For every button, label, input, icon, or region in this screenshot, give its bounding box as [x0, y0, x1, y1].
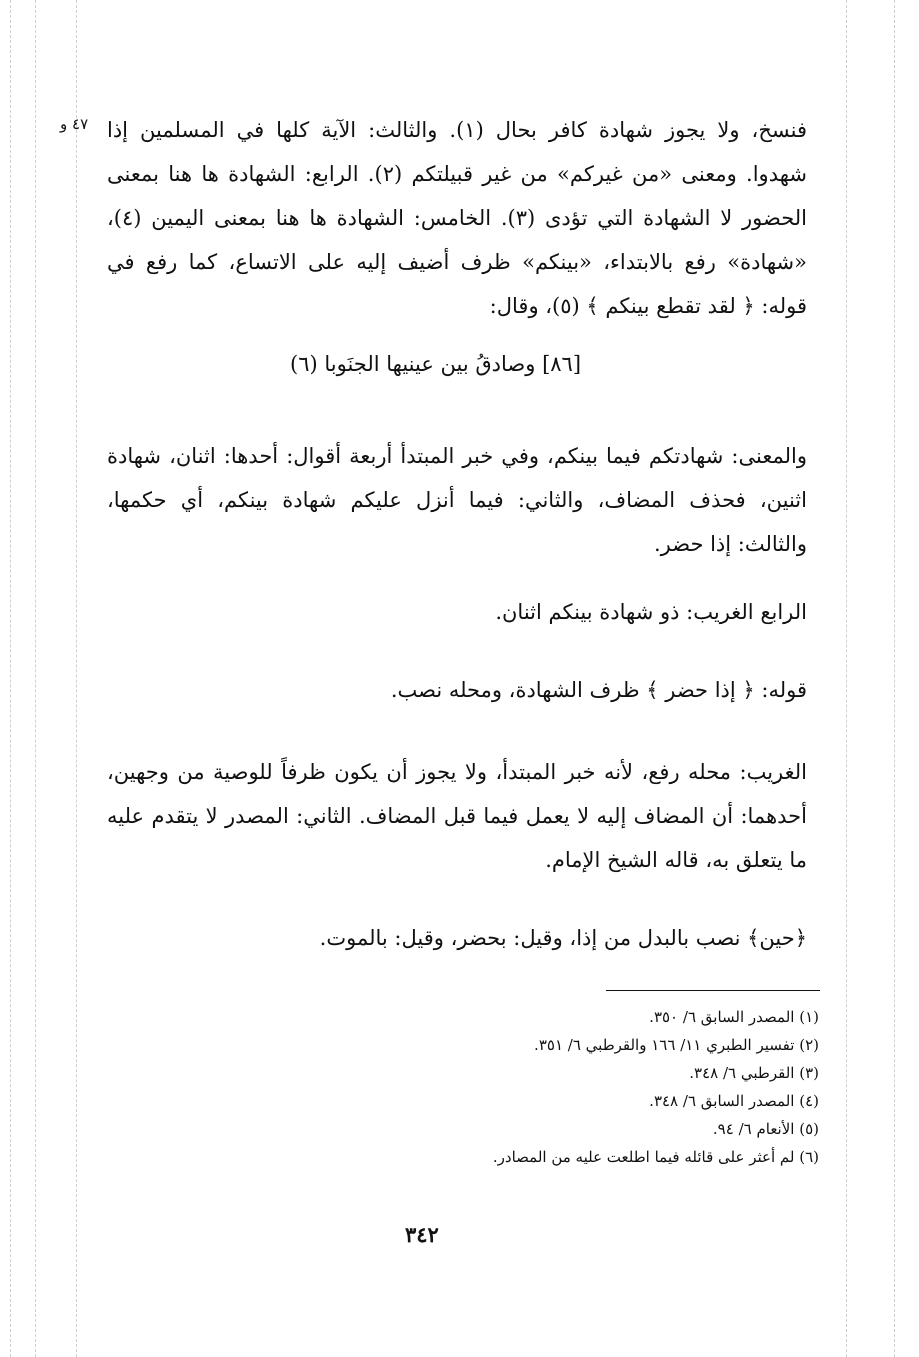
- footnotes-list: [199, 1003, 819, 1171]
- paragraph-2-block: [107, 434, 807, 566]
- scan-guide-line: [10, 0, 11, 1357]
- verse-marker: ٤٧ و: [60, 115, 89, 133]
- paragraph-2: والمعنى: شهادتكم فيما بينكم، وفي خبر المبتدأ أربعة أقوال: أحدها: اثنان، شهادة اثنين، فحذف المضاف، والثاني: فيما أنزل عليكم شهادة بينكم، أي حكمها، والثالث: إذا حضر.: [107, 444, 807, 556]
- scan-guide-line: [76, 0, 77, 1357]
- footnote: (٣) القرطبي ٦/ ٣٤٨.: [689, 1064, 819, 1082]
- paragraph-1-block: [107, 108, 807, 328]
- scan-guide-line: [846, 0, 847, 1357]
- footnote: (٤) المصدر السابق ٦/ ٣٤٨.: [649, 1092, 819, 1110]
- footnote: (٢) تفسير الطبري ١١/ ١٦٦ والقرطبي ٦/ ٣٥١.: [534, 1036, 819, 1054]
- scan-guide-line: [35, 0, 36, 1357]
- footnote: (٥) الأنعام ٦/ ٩٤.: [712, 1120, 819, 1138]
- poetry-verse: [٨٦] وصادقُ بين عينيها الجنَوبا (٦): [290, 352, 582, 376]
- page-number: ٣٤٢: [405, 1222, 439, 1247]
- paragraph-5-block: [107, 750, 807, 882]
- footnote: (١) المصدر السابق ٦/ ٣٥٠.: [649, 1008, 819, 1026]
- footnote-divider: [606, 990, 820, 991]
- paragraph-4-block: [107, 668, 807, 712]
- paragraph-1: فنسخ، ولا يجوز شهادة كافر بحال (١). والثالث: الآية كلها في المسلمين إذا شهدوا. ومعنى «من غيركم» من غير قبيلتكم (٢). الرابع: الشهادة ها هنا بمعنى الحضور لا الشهادة التي تؤدى (٣). الخامس: الشهادة ها هنا بمعنى اليمين (٤)، «شهادة» رفع بالابتداء، «بينكم» ظرف أضيف إليه على الاتساع، كما رفع في قوله: ﴿ لقد تقطع بينكم ﴾ (٥)، وقال:: [107, 118, 807, 318]
- footnote: (٦) لم أعثر على قائله فيما اطلعت عليه من المصادر.: [492, 1148, 819, 1166]
- paragraph-6: ﴿حين﴾ نصب بالبدل من إذا، وقيل: بحضر، وقيل: بالموت.: [319, 926, 807, 950]
- paragraph-5: الغريب: محله رفع، لأنه خبر المبتدأ، ولا يجوز أن يكون ظرفاً للوصية من وجهين، أحدهما: أن المضاف إليه لا يعمل فيما قبل المضاف. الثاني: المصدر لا يتقدم عليه ما يتعلق به، قاله الشيخ الإمام.: [107, 760, 807, 872]
- paragraph-4: قوله: ﴿ إذا حضر ﴾ ظرف الشهادة، ومحله نصب.: [390, 678, 807, 702]
- paragraph-3: الرابع الغريب: ذو شهادة بينكم اثنان.: [495, 600, 807, 624]
- paragraph-3-block: [107, 590, 807, 634]
- scan-guide-line: [894, 0, 895, 1357]
